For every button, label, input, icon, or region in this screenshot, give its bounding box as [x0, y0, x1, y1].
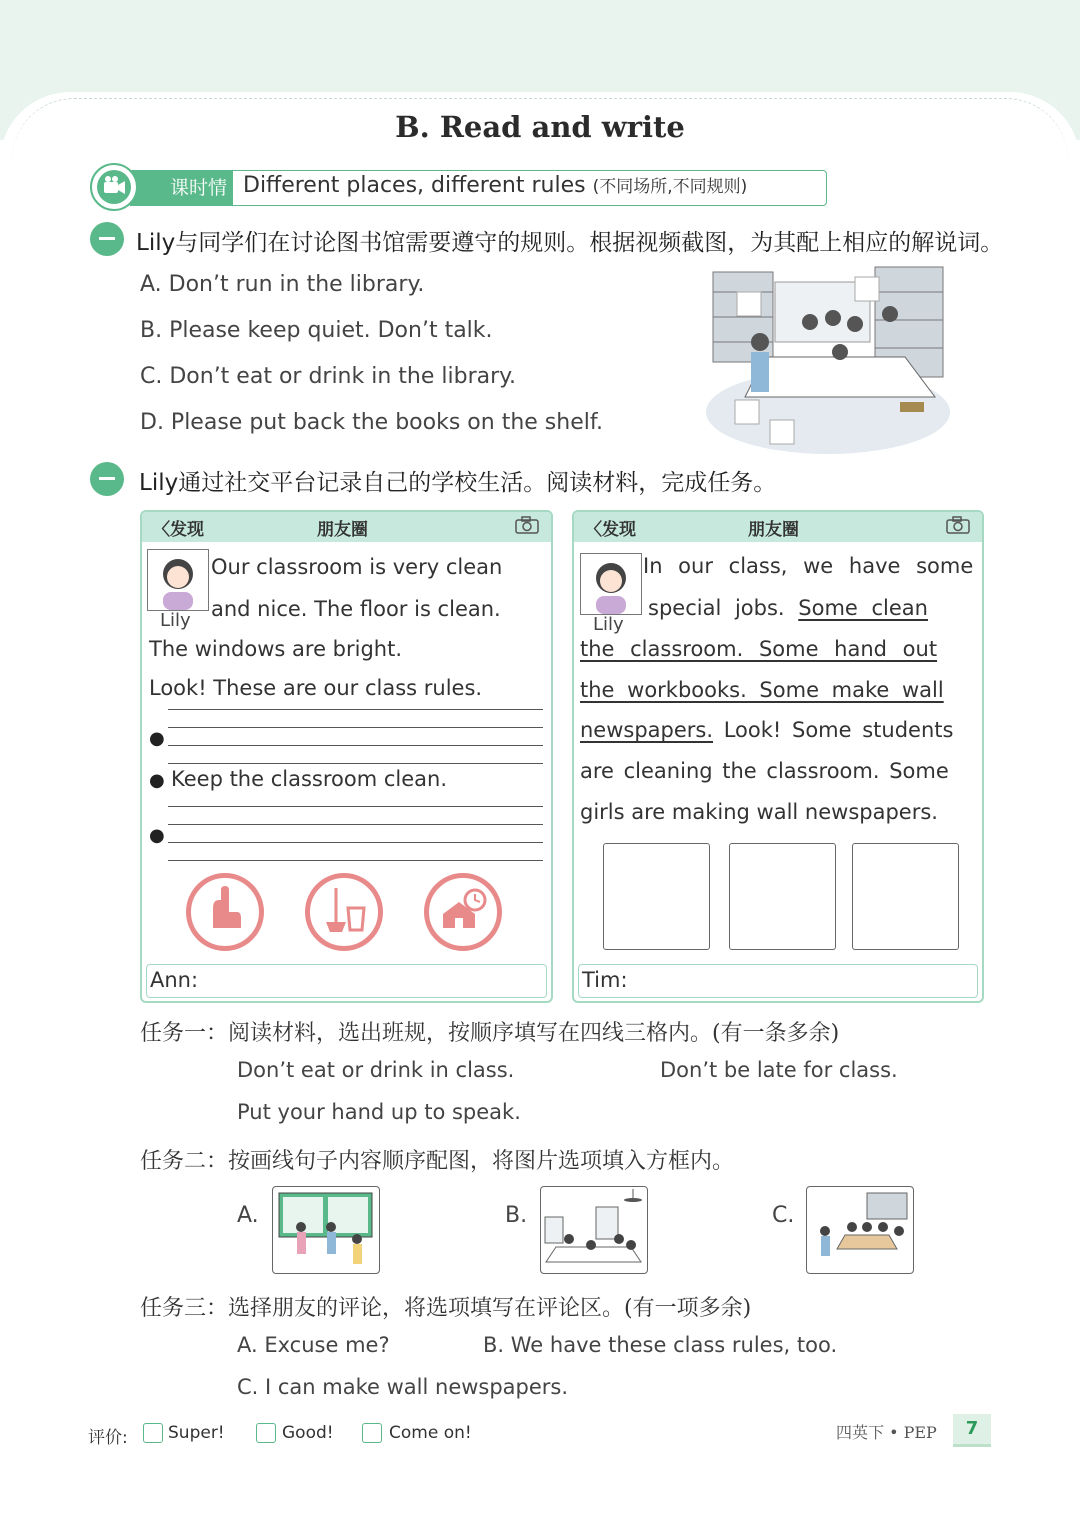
book-info: 四英下 • PEP: [836, 1423, 937, 1442]
comment-option-b: B. We have these class rules, too.: [483, 1333, 838, 1357]
bullet: ●: [149, 728, 165, 749]
context-title: Different places, different rules: [243, 173, 586, 198]
page-title: B. Read and write: [395, 110, 685, 144]
writing-line: [168, 745, 543, 746]
choice-a-picture: [272, 1186, 380, 1274]
ann-comment-label: Ann:: [150, 968, 199, 992]
right-post-line-5a: newspapers.: [580, 718, 714, 742]
context-subtitle: (不同场所,不同规则): [592, 177, 748, 197]
right-post-line-5b: Look! Some students: [713, 718, 954, 742]
left-avatar-name: Lily: [160, 610, 191, 631]
ann-comment-box[interactable]: [146, 964, 547, 998]
camera-icon[interactable]: [946, 516, 970, 534]
option-c: C. Don’t eat or drink in the library.: [140, 364, 517, 389]
answer-box-1[interactable]: [603, 843, 710, 950]
lily-avatar: [580, 553, 642, 615]
right-post-line-5: [580, 718, 953, 742]
left-post-line-2: and nice. The floor is clean.: [211, 597, 501, 621]
comment-option-c: C. I can make wall newspapers.: [237, 1375, 569, 1399]
right-post-line-6: are cleaning the classroom. Some: [580, 759, 949, 783]
evaluation-label: 评价:: [88, 1428, 128, 1448]
right-avatar-name: Lily: [593, 614, 624, 635]
section-one-badge-icon: [90, 222, 124, 256]
right-post-line-4: the workbooks. Some make wall: [580, 678, 944, 702]
context-tag-label: 课时情境: [140, 177, 228, 235]
tim-comment-box[interactable]: [578, 964, 978, 998]
task-two-label: 任务二：按画线句子内容顺序配图，将图片选项填入方框内。: [140, 1149, 735, 1174]
task-one-label: 任务一：阅读材料，选出班规，按顺序填写在四线三格内。(有一条多余): [140, 1021, 840, 1046]
answer-box-3[interactable]: [852, 843, 959, 950]
task-three-label: 任务三：选择朋友的评论，将选项填写在评论区。(有一项多余): [140, 1296, 752, 1321]
rating-come-on-label: Come on!: [389, 1423, 472, 1443]
choice-b-picture: [540, 1186, 648, 1274]
left-post-line-1: Our classroom is very clean: [211, 555, 503, 579]
left-post-line-3: The windows are bright.: [149, 637, 403, 661]
library-illustration: [705, 262, 951, 454]
writing-line: [168, 842, 543, 843]
option-d: D. Please put back the books on the shelf.: [140, 410, 603, 435]
rule-option-1: Don’t eat or drink in class.: [237, 1058, 515, 1082]
raise-hand-icon: [186, 873, 264, 951]
right-post-line-7: girls are making wall newspapers.: [580, 800, 938, 824]
right-post-line-3: the classroom. Some hand out: [580, 637, 938, 661]
writing-line: [168, 709, 543, 710]
rule-option-2: Don’t be late for class.: [660, 1058, 898, 1082]
right-post-line-2a: special jobs.: [648, 596, 799, 620]
writing-line: [168, 727, 543, 728]
camera-icon[interactable]: [515, 516, 539, 534]
option-a: A. Don’t run in the library.: [140, 272, 425, 297]
tim-comment-label: Tim:: [582, 968, 628, 992]
right-post-line-1: In our class, we have some: [643, 554, 974, 578]
choice-b-label: B.: [505, 1203, 528, 1228]
choice-c-label: C.: [772, 1203, 795, 1228]
video-camera-icon-inner: [97, 170, 131, 204]
context-text: [243, 172, 747, 198]
underlined-sentence-1: Some clean: [798, 596, 928, 620]
school-clock-icon: [424, 873, 502, 951]
right-header-title: 朋友圈: [748, 520, 799, 540]
section-two-badge-icon: [90, 462, 124, 496]
rating-good-label: Good!: [282, 1423, 334, 1443]
left-back-link[interactable]: 〈发现: [153, 520, 204, 540]
mop-bucket-icon: [305, 873, 383, 951]
right-back-link[interactable]: 〈发现: [585, 520, 636, 540]
page-number: 7: [953, 1414, 991, 1447]
choice-c-picture: [806, 1186, 914, 1274]
context-tag: [130, 170, 233, 235]
writing-line: [168, 806, 543, 807]
bullet: ●: [149, 825, 165, 846]
rating-checkbox-good[interactable]: [256, 1423, 276, 1443]
writing-line: [168, 763, 543, 764]
rating-checkbox-come-on[interactable]: [362, 1423, 382, 1443]
answer-box-2[interactable]: [729, 843, 836, 950]
right-post-line-2: [648, 596, 928, 620]
writing-line: [168, 824, 543, 825]
rating-super-label: Super!: [168, 1423, 225, 1443]
left-header-title: 朋友圈: [317, 520, 368, 540]
writing-line: [168, 860, 543, 861]
bullet: ●: [149, 770, 165, 791]
lily-avatar: [147, 549, 209, 611]
rating-checkbox-super[interactable]: [143, 1423, 163, 1443]
choice-a-label: A.: [237, 1203, 259, 1228]
comment-option-a: A. Excuse me?: [237, 1333, 390, 1357]
left-post-line-4: Look! These are our class rules.: [149, 676, 483, 700]
option-b: B. Please keep quiet. Don’t talk.: [140, 318, 493, 343]
section-one-instruction: Lily与同学们在讨论图书馆需要遵守的规则。根据视频截图，为其配上相应的解说词。: [136, 230, 1004, 256]
section-two-instruction: Lily通过社交平台记录自己的学校生活。阅读材料，完成任务。: [139, 470, 777, 496]
rule-option-3: Put your hand up to speak.: [237, 1100, 521, 1124]
rule-keep-clean: Keep the classroom clean.: [171, 767, 447, 791]
